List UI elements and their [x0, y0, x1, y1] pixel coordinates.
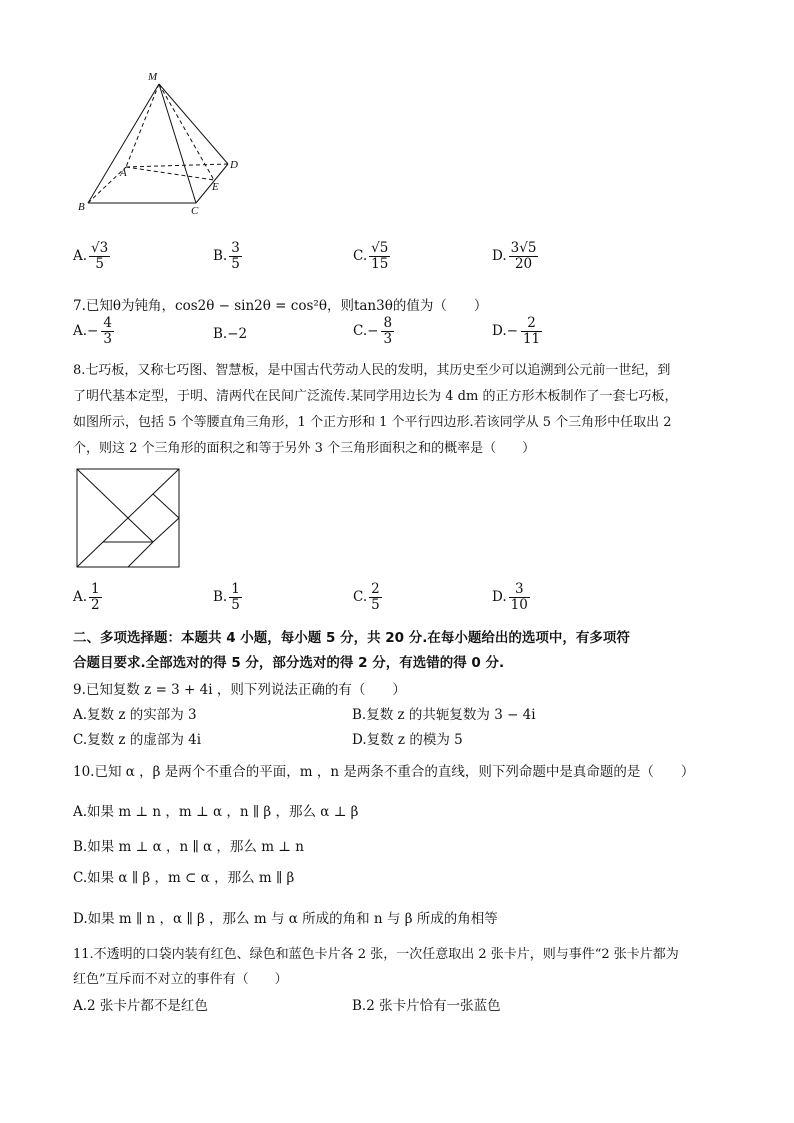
q7-option-b: B.−2 — [213, 326, 248, 342]
q10-option-b: B.如果 m ⊥ α ，n ∥ α ，那么 m ⊥ n — [73, 839, 304, 855]
q10-option-c: C.如果 α ∥ β ，m ⊂ α ，那么 m ∥ β — [73, 870, 295, 886]
q8-option-d: D. $\frac{3}{10}$ — [492, 581, 528, 613]
q7-stem: 7.已知θ为钝角，cos2θ − sin2θ = cos²θ，则tan3θ的值为（ ） — [73, 298, 488, 314]
q9-option-a: A.复数 z 的实部为 3 — [73, 707, 197, 723]
q7-option-a: A.− $\frac{4}{3}$ — [73, 315, 112, 347]
q8-option-a: A. $\frac{1}{2}$ — [73, 581, 100, 613]
label-M: M — [148, 71, 158, 83]
section2-heading-line-2: 合题目要求.全部选对的得 5 分，部分选对的得 2 分，有选错的得 0 分. — [73, 655, 505, 671]
q10-option-a: A.如果 m ⊥ n ，m ⊥ α ，n ∥ β ，那么 α ⊥ β — [73, 804, 359, 820]
q7-option-d: D.− $\frac{2}{11}$ — [492, 315, 541, 347]
q9-stem: 9.已知复数 z = 3 + 4i ，则下列说法正确的有（ ） — [73, 682, 406, 698]
label-E: E — [212, 181, 219, 193]
q10-option-d: D.如果 m ∥ n ，α ∥ β ，那么 m 与 α 所成的角和 n 与 β 所成的角相等 — [73, 911, 498, 927]
label-B: B — [78, 201, 85, 213]
label-D: D — [230, 159, 238, 171]
label-C: C — [191, 205, 199, 216]
q8-option-b: B. $\frac{1}{5}$ — [213, 581, 240, 613]
q6-option-d: D. $\frac{3√5}{20}$ — [492, 240, 537, 272]
tangram-figure — [76, 468, 180, 568]
q9-option-c: C.复数 z 的虚部为 4i — [73, 732, 202, 748]
q11-option-a: A.2 张卡片都不是红色 — [73, 998, 208, 1014]
q11-stem-line-2: 红色”互斥而不对立的事件有（ ） — [73, 972, 288, 987]
q11-stem-line-1: 11.不透明的口袋内装有红色、绿色和蓝色卡片各 2 张，一次任意取出 2 张卡片，则与事件“2 张卡片都为 — [73, 947, 679, 962]
q8-stem-line-1: 8.七巧板，又称七巧图、智慧板，是中国古代劳动人民的发明，其历史至少可以追溯到公元前一世纪，到 — [73, 363, 671, 378]
q9-option-d: D.复数 z 的模为 5 — [352, 732, 463, 748]
q7-option-c: C.− $\frac{8}{3}$ — [353, 315, 393, 347]
q8-stem-line-2: 了明代基本定型，于明、清两代在民间广泛流传.某同学用边长为 4 dm 的正方形木板制作了一套七巧板， — [73, 389, 678, 404]
section2-heading-line-1: 二、多项选择题：本题共 4 小题，每小题 5 分，共 20 分.在每小题给出的选项中，有多项符 — [73, 630, 630, 646]
q6-option-a: A. $\frac{√3}{5}$ — [73, 240, 109, 272]
pyramid-figure — [74, 68, 244, 216]
q8-stem-line-4: 个，则这 2 个三角形的面积之和等于另外 3 个三角形面积之和的概率是（ ） — [73, 441, 536, 456]
q8-stem-line-3: 如图所示，包括 5 个等腰直角三角形，1 个正方形和 1 个平行四边形.若该同学从 5 个三角形中任取出 2 — [73, 415, 672, 430]
q9-option-b: B.复数 z 的共轭复数为 3 − 4i — [352, 707, 536, 723]
q11-option-b: B.2 张卡片恰有一张蓝色 — [352, 998, 501, 1014]
q10-stem: 10.已知 α ，β 是两个不重合的平面，m ，n 是两条不重合的直线，则下列命题中是真命题的是（ ） — [73, 764, 695, 780]
q6-option-b: B. $\frac{3}{5}$ — [213, 240, 240, 272]
q6-option-c: C. $\frac{√5}{15}$ — [353, 240, 389, 272]
q8-option-c: C. $\frac{2}{5}$ — [353, 581, 380, 613]
label-A: A — [120, 167, 127, 179]
